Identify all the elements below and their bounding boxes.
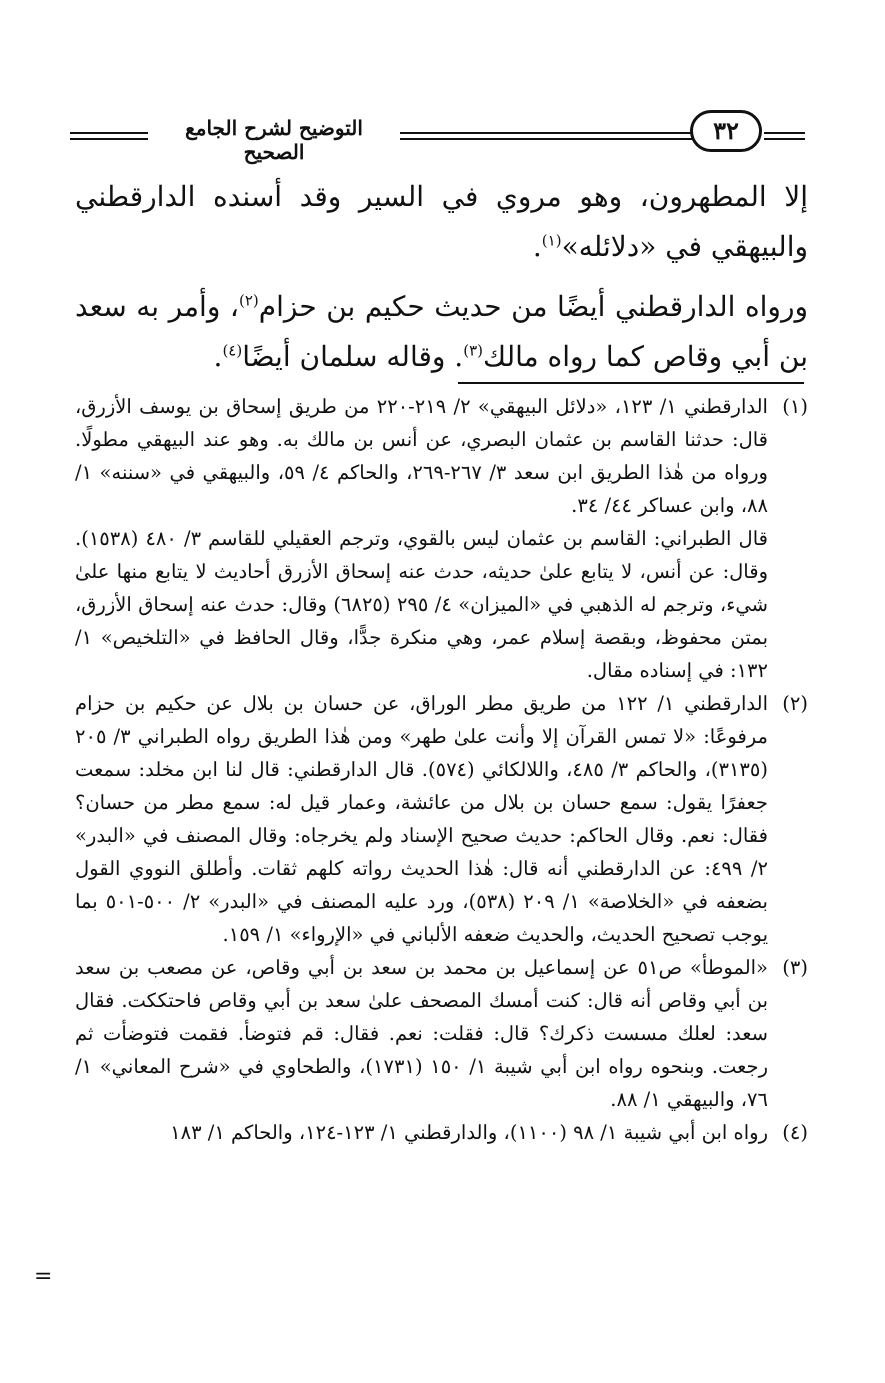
main-text — [75, 172, 808, 392]
footnote-ref: (٢) — [238, 291, 259, 310]
footnotes — [75, 390, 808, 1149]
footnote-text: قال الطبراني: القاسم بن عثمان ليس بالقوي، وترجم العقيلي للقاسم ٣/ ٤٨٠ (١٥٣٨). وقال: عن أنس، لا يتابع علىٰ حديثه، حدث عنه إسحاق الأزرق أحاديث لا يتابع منها علىٰ شيء، وترجم له الذهبي في «الميزان» ٤/ ٢٩٥ (٦٨٢٥) وقال: حدث عنه إسحاق الأزرق، بمتن محفوظ، وبقصة إسلام عمر، وهي منكرة جدًّا، وقال الحافظ في «التلخيص» ١/ ١٣٢: في إسناده مقال. — [75, 527, 768, 682]
page-number: ٣٢ — [690, 110, 762, 152]
footnote-number: (٣) — [782, 956, 808, 979]
footnote-separator — [458, 382, 804, 384]
running-header — [70, 108, 805, 164]
main-paragraph: إلا المطهرون، وهو مروي في السير وقد أسنده الدارقطني والبيهقي في «دلائله»$^{(١)}$. — [75, 180, 808, 263]
footnote-text: الدارقطني ١/ ١٢٣، «دلائل البيهقي» ٢/ ٢١٩-٢٢٠ من طريق إسحاق بن يوسف الأزرق، قال: حدثنا القاسم بن عثمان البصري، عن أنس بن مالك به. وهو عند البيهقي مطولًا. ورواه من هٰذا الطريق ابن سعد ٣/ ٢٦٧-٢٦٩، والحاكم ٤/ ٥٩، والبيهقي في «سننه» ١/ ٨٨، وابن عساكر ٤٤/ ٣٤. — [75, 395, 768, 517]
footnote-ref: (٤) — [222, 341, 243, 360]
header-rule — [400, 132, 692, 134]
footnote-1 — [75, 390, 808, 687]
footnote-text: رواه ابن أبي شيبة ١/ ٩٨ (١١٠٠)، والدارقطني ١/ ١٢٣-١٢٤، والحاكم ١/ ١٨٣ — [170, 1121, 768, 1144]
footnote-ref: (١) — [541, 231, 562, 250]
footnote-ref: (٣) — [463, 341, 483, 360]
header-rule — [70, 132, 148, 134]
continuation-mark: = — [34, 1264, 53, 1289]
footnote-4 — [75, 1116, 808, 1149]
header-rule — [764, 132, 805, 134]
footnote-text: الدارقطني ١/ ١٢٢ من طريق مطر الوراق، عن حسان بن بلال عن حكيم بن حزام مرفوعًا: «لا تمس القرآن إلا وأنت علىٰ طهر» ومن هٰذا الطريق رواه الطبراني ٣/ ٢٠٥ (٣١٣٥)، والحاكم ٣/ ٤٨٥، واللالكائي (٥٧٤). قال الدارقطني: قال لنا ابن مخلد: سمعت جعفرًا يقول: سمع حسان بن بلال من عائشة، وعمار قيل له: سمع مطر من حسان؟ فقال: نعم. وقال الحاكم: حديث صحيح الإسناد ولم يخرجاه: وقال المصنف في «البدر» ٢/ ٤٩٩: عن الدارقطني أنه قال: هٰذا الحديث رواته كلهم ثقات. وأطلق النووي القول بضعفه في «الخلاصة» ١/ ٢٠٩ (٥٣٨)، ورد عليه المصنف في «البدر» ٢/ ٥٠٠-٥٠١ بما يوجب تصحيح الحديث، والحديث ضعفه الألباني في «الإرواء» ١/ ١٥٩. — [75, 692, 768, 946]
footnote-2 — [75, 687, 808, 951]
footnote-number: (٢) — [782, 692, 808, 715]
header-rule — [70, 138, 148, 140]
footnote-number: (١) — [782, 395, 808, 418]
main-paragraph: ورواه الدارقطني أيضًا من حديث حكيم بن حزام$^{(٢)}$، وأمر به سعد بن أبي وقاص كما رواه مالك$^{(٣)}$. وقاله سلمان أيضًا$^{(٤)}$. — [75, 290, 809, 373]
footnote-text: «الموطأ» ص٥١ عن إسماعيل بن محمد بن سعد بن أبي وقاص، عن مصعب بن سعد بن أبي وقاص أنه قال: كنت أمسك المصحف علىٰ سعد بن أبي وقاص فاحتككت. فقال سعد: لعلك مسست ذكرك؟ قال: فقلت: نعم. فقال: قم فتوضأ. فقمت فتوضأت ثم رجعت. وبنحوه رواه ابن أبي شيبة ١/ ١٥٠ (١٧٣١)، والطحاوي في «شرح المعاني» ١/ ٧٦، والبيهقي ١/ ٨٨. — [75, 956, 768, 1111]
book-title: التوضيح لشرح الجامع الصحيح — [185, 116, 363, 164]
footnote-number: (٤) — [782, 1121, 808, 1144]
header-rule — [764, 138, 805, 140]
header-rule — [400, 138, 692, 140]
footnote-3 — [75, 951, 808, 1116]
